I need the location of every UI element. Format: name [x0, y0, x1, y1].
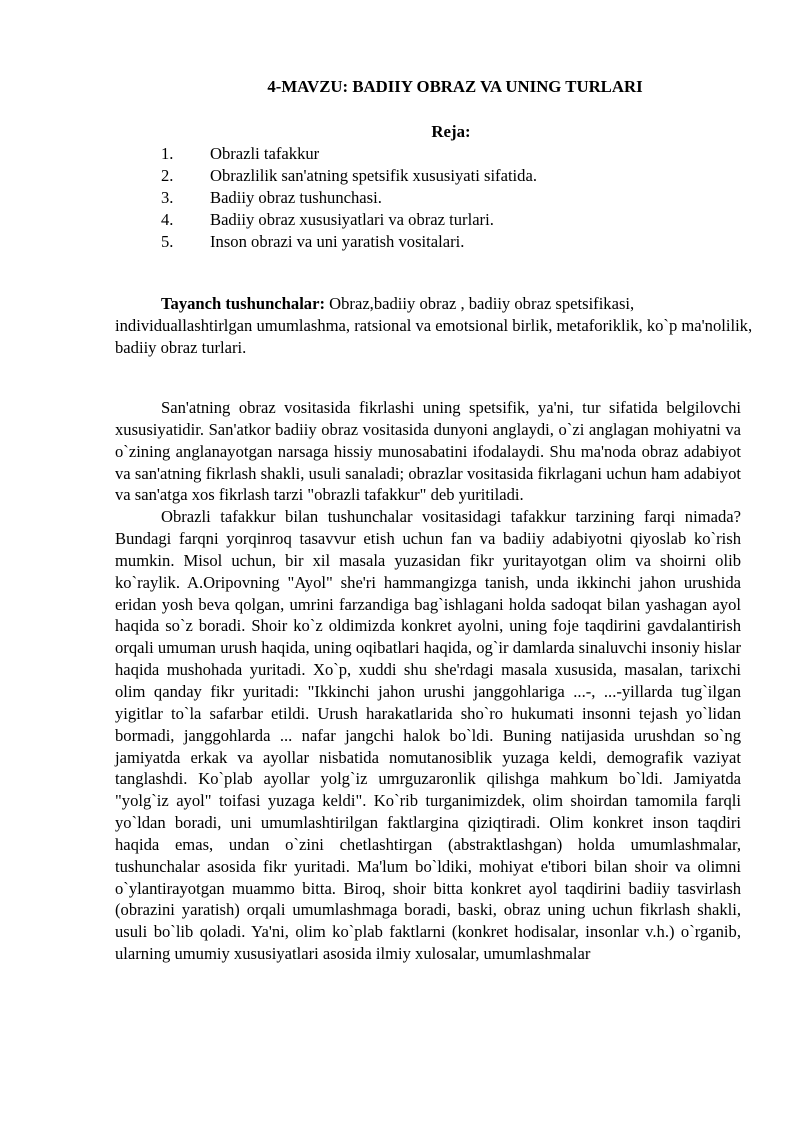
- body-text: [115, 397, 741, 965]
- key-concepts: [115, 293, 755, 359]
- plan-list: [161, 143, 761, 253]
- body-paragraph: Obrazli tafakkur bilan tushunchalar vositasidagi tafakkur tarzining farqi nimada? Bundagi farqni yorqinroq tasavvur etish uchun fan va badiiy adabiyotni qiyoslab ko`rish mumkin. Misol uchun, bir xil masala yuzasidan fikr yuritayotgan olim va shoirni olib ko`raylik. A.Oripovning "Ayol" she'ri hammangizga tanish, unda ikkinchi jahon urushida eridan yosh beva qolgan, umrini farzandiga bag`ishlagani holda sadoqat bilan yashagan ayol haqida so`z boradi. Shoir ko`z oldimizda konkret ayolni, uning foje taqdirini gavdalantirish orqali umuman urush haqida, uning oqibatlari haqida, og`ir damlarda sinaluvchi insoniy hislar haqida mushohada yuritadi. Xo`p, xuddi shu she'rdagi masala xususida, masalan, tarixchi olim qanday fikr yuritadi: "Ikkinchi jahon urushi janggohlariga ...-, ...-yillarda tug`ilgan yigitlar to`la safarbar etildi. Urush harakatlarida sho`ro hukumati insonni tejash yo`lidan bormadi, janggohlarda ... nafar jangchi halok bo`ldi. Buning natijasida urushdan so`ng jamiyatda erkak va ayollar nisbatida nomutanosiblik yuzaga keldi, demografik vaziyat tanglashdi. Ko`plab ayollar yolg`iz umrguzaronlik qilishga mahkum bo`ldi. Jamiyatda "yolg`iz ayol" toifasi yuzaga keldi". Ko`rib turganimizdek, olim shoirdan tamomila farqli yo`ldan boradi, uni umumlashtirilgan faktlargina qiziqtiradi. Olim konkret inson taqdiri haqida emas, undan o`zini chetlashtirgan (abstraktlashgan) holda umumlashmalar, tushunchalar asosida fikr yuritadi. Ma'lum bo`ldiki, mohiyat e'tibori bilan shoir va olimni o`ylantirayotgan muammo bitta. Biroq, shoir bitta konkret ayol taqdirini badiiy tasvirlash (obrazini yaratish) orqali umumlashmaga boradi, baski, obraz uning uchun fikrlash shakli, usuli bo`lib qoladi. Ya'ni, olim ko`plab faktlarni (konkret hodisalar, insonlar v.h.) o`rganib, ularning umumiy xususiyatlari asosida ilmiy xulosalar, umumlashmalar: [115, 507, 741, 964]
- key-concepts-text: Obraz,badiiy obraz , badiiy obraz spetsifikasi, individuallashtirlgan umumlashma, ratsional va emotsional birlik, metaforiklik, ko`p ma'nolilik, badiiy obraz turlari.: [115, 294, 753, 357]
- plan-item-number: 5.: [161, 232, 174, 251]
- plan-item-text: Obrazli tafakkur: [210, 144, 320, 163]
- plan-item: [161, 209, 761, 231]
- body-paragraph: San'atning obraz vositasida fikrlashi uning spetsifik, ya'ni, tur sifatida belgilovchi xususiyatidir. San'atkor badiiy obraz vositasida dunyoni anglaydi, o`zi anglagan mohiyatni va o`zining anglanayotgan narsaga hissiy munosabatini ifodalaydi. Shu ma'noda obraz adabiyot va san'atning fikrlash shakli, usuli sanaladi; obrazlar vositasida fikrlagani uchun ham adabiyot va san'atga xos fikrlash tarzi "obrazli tafakkur" deb yuritiladi.: [115, 398, 741, 505]
- page-title: 4-MAVZU: BADIIY OBRAZ VA UNING TURLARI: [267, 77, 643, 96]
- plan-item-text: Badiiy obraz xususiyatlari va obraz turlari.: [210, 210, 494, 229]
- plan-item-text: Badiiy obraz tushunchasi.: [210, 188, 382, 207]
- plan-item: [161, 231, 761, 253]
- plan-item-text: Inson obrazi va uni yaratish vositalari.: [210, 232, 465, 251]
- plan-heading: Reja:: [431, 122, 471, 141]
- plan-item-number: 2.: [161, 166, 174, 185]
- key-concepts-label: Tayanch tushunchalar:: [161, 294, 325, 313]
- plan-item-text: Obrazlilik san'atning spetsifik xususiyati sifatida.: [210, 166, 537, 185]
- plan-item: [161, 187, 761, 209]
- plan-item-number: 1.: [161, 144, 174, 163]
- plan-item-number: 4.: [161, 210, 174, 229]
- plan-item-number: 3.: [161, 188, 174, 207]
- plan-item: [161, 143, 761, 165]
- plan-item: [161, 165, 761, 187]
